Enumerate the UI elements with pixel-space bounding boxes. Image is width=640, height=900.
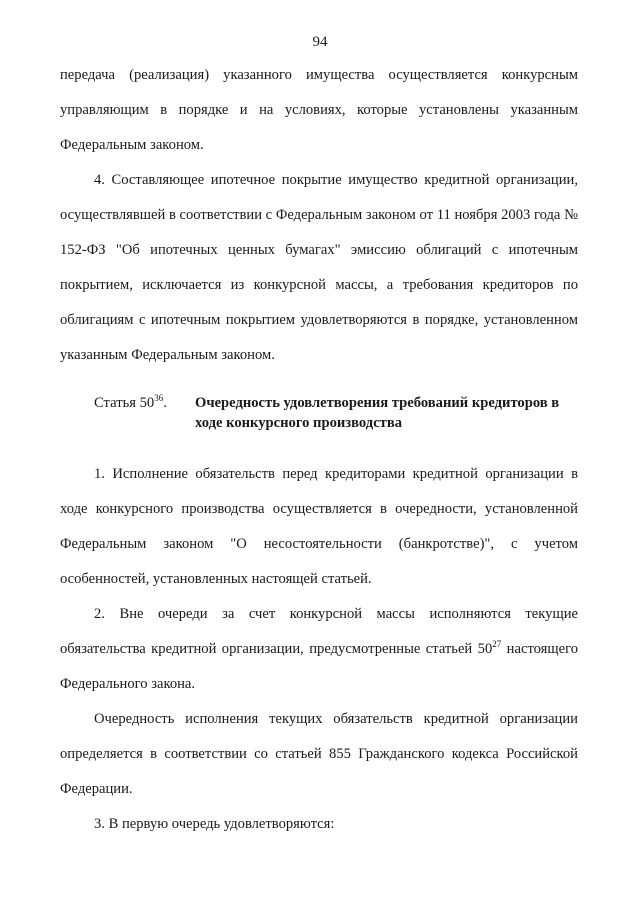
page-number: 94 <box>312 34 328 50</box>
article-heading <box>60 393 578 433</box>
article-title: Очередность удовлетворения требований кредиторов в ходе конкурсного производства <box>195 395 560 431</box>
paragraph-item-2-text: 2. Вне очереди за счет конкурсной массы исполняются текущие обязательства кредитной организации, предусмотренные статьей 50 <box>60 606 578 657</box>
paragraph-item-2-tail: настоящего Федерального закона. <box>60 641 578 692</box>
paragraph-item-1: 1. Исполнение обязательств перед кредиторами кредитной организации в ходе конкурсного производства осуществляется в очередности, установленной Федеральным законом "О несостоятельности (банкротстве)", с учетом особенностей, установленных настоящей статьей. <box>60 466 578 587</box>
paragraph-item-3: 3. В первую очередь удовлетворяются: <box>94 816 335 832</box>
article-label-superscript: 36 <box>154 393 164 404</box>
paragraph-current-obligations: Очередность исполнения текущих обязательств кредитной организации определяется в соответствии со статьей 855 Гражданского кодекса Российской Федерации. <box>60 711 578 797</box>
paragraph-item-2-superscript: 27 <box>492 639 502 650</box>
article-label-text: Статья 50 <box>94 395 155 411</box>
document-body <box>60 58 578 842</box>
paragraph-continuation: передача (реализация) указанного имущества осуществляется конкурсным управляющим в порядке и на условиях, которые установлены указанным Федеральным законом. <box>60 67 578 153</box>
paragraph-item-2 <box>60 597 578 702</box>
article-label-suffix: . <box>163 395 167 411</box>
article-label <box>60 393 195 433</box>
paragraph-item-4: 4. Составляющее ипотечное покрытие имущество кредитной организации, осуществлявшей в соответствии с Федеральным законом от 11 ноября 2003 года № 152-ФЗ "Об ипотечных ценных бумагах" эмиссию облигаций с ипотечным покрытием, исключается из конкурсной массы, а требования кредиторов по облигациям с ипотечным покрытием удовлетворяются в порядке, установленном указанным Федеральным законом. <box>60 172 578 363</box>
